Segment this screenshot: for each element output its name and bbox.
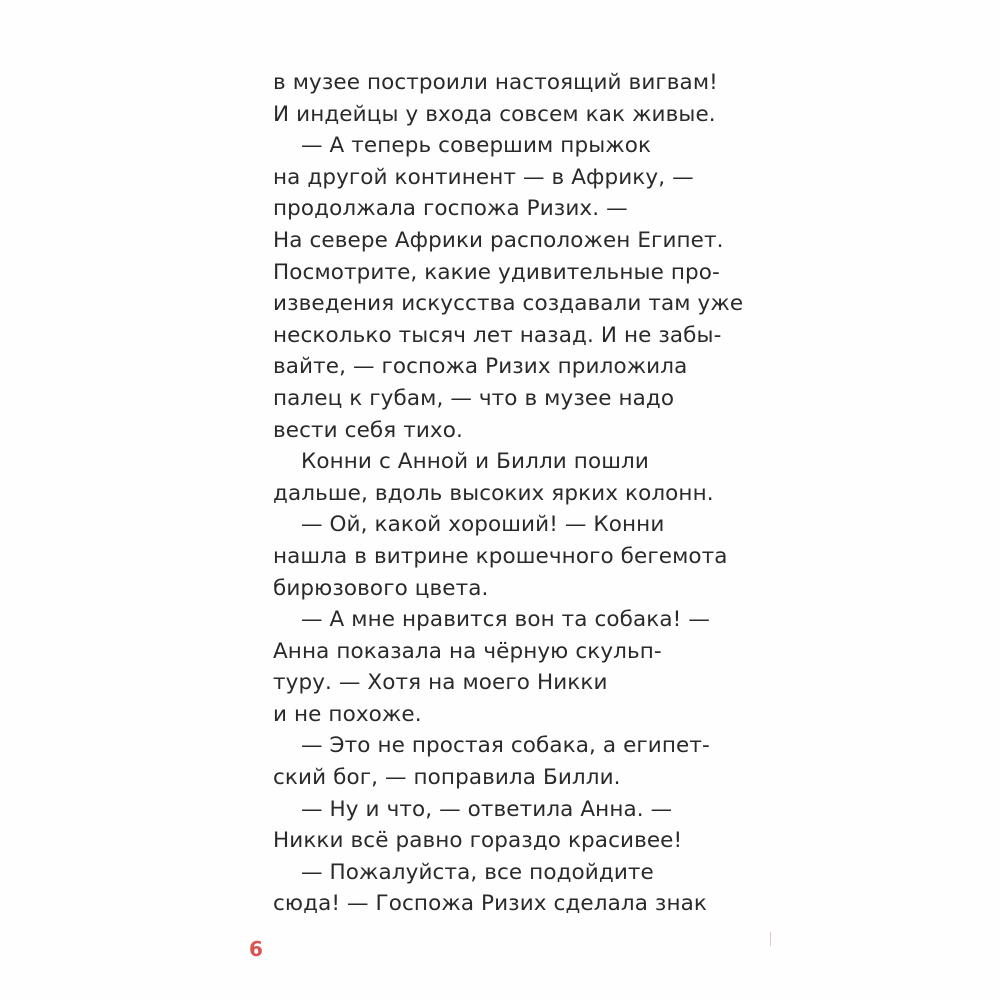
text-line: Анна показала на чёрную скульп- (273, 638, 662, 664)
text-line: изведения искусства создавали там уже (273, 291, 744, 317)
text-line: — Ой, какой хороший! — Конни (301, 512, 665, 538)
text-line: Никки всё равно гораздо красивее! (273, 828, 683, 854)
text-line: — А мне нравится вон та собака! — (301, 607, 710, 633)
text-line: Посмотрите, какие удивительные про- (273, 259, 720, 285)
text-line: — А теперь совершим прыжок (301, 133, 652, 159)
body-text (273, 67, 744, 920)
text-line: палец к губам, — что в музее надо (273, 385, 675, 411)
text-line: сюда! — Госпожа Ризих сделала знак (273, 891, 707, 917)
text-line: И индейцы у входа совсем как живые. (273, 101, 716, 127)
text-line: ский бог, — поправила Билли. (273, 765, 621, 791)
text-line: продолжала госпожа Ризих. — (273, 196, 628, 222)
page-number: 6 (249, 937, 263, 961)
text-line: бирюзового цвета. (273, 575, 489, 601)
text-line: в музее построили настоящий вигвам! (273, 70, 718, 95)
text-line: вайте, — госпожа Ризих приложила (273, 354, 688, 380)
text-line: — Пожалуйста, все подойдите (301, 859, 654, 885)
text-line: нашла в витрине крошечного бегемота (273, 543, 728, 569)
page-edge-mark (770, 932, 771, 946)
text-line: на другой континент — в Африку, — (273, 164, 694, 190)
text-line: На севере Африки расположен Египет. (273, 227, 724, 253)
text-line: и не похоже. (273, 701, 422, 727)
text-line: Конни с Анной и Билли пошли (301, 449, 649, 475)
text-line: туру. — Хотя на моего Никки (273, 670, 608, 696)
text-line: — Ну и что, — ответила Анна. — (301, 796, 673, 822)
text-line: — Это не простая собака, а египет- (301, 733, 710, 759)
text-line: дальше, вдоль высоких ярких колонн. (273, 480, 714, 506)
text-line: несколько тысяч лет назад. И не забы- (273, 322, 722, 348)
text-line: вести себя тихо. (273, 417, 463, 443)
